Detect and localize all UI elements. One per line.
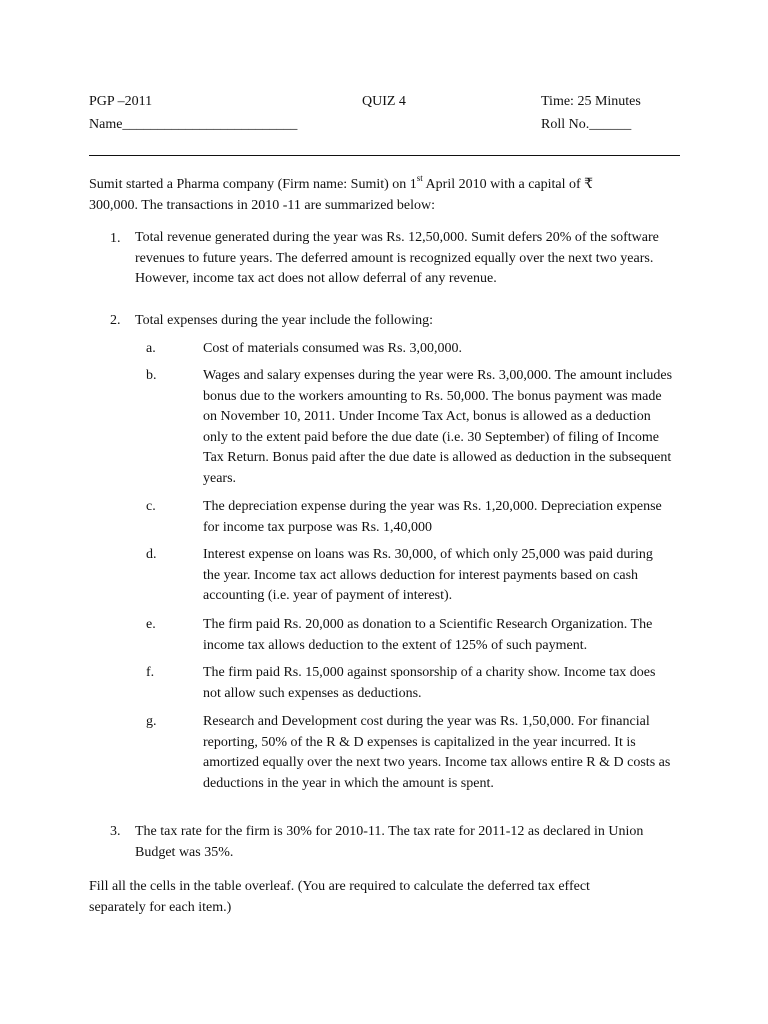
subitem-letter: f. [146, 665, 155, 680]
item-number: 2. [110, 313, 121, 328]
subitem-text: Research and Development cost during the year was Rs. 1,50,000. For financial reporting, 50% of the R & D expenses is capitalized in the year incurred. It is amortized equally over the next two years. Income tax allows entire R & D costs as deductions in the year in which the amount is spent. [203, 714, 671, 791]
intro-paragraph [89, 174, 649, 216]
subitem-letter: e. [146, 617, 156, 632]
subitem-text: Cost of materials consumed was Rs. 3,00,000. [203, 341, 462, 356]
item-text: The tax rate for the firm is 30% for 2010-11. The tax rate for 2011-12 as declared in Union Budget was 35%. [135, 824, 644, 860]
intro-line-2: 300,000. The transactions in 2010 -11 are summarized below: [89, 198, 436, 213]
quiz-title: QUIZ 4 [362, 94, 406, 109]
subitem-text: The depreciation expense during the year was Rs. 1,20,000. Depreciation expense for income tax purpose was Rs. 1,40,000 [203, 499, 662, 535]
subitem-text: Wages and salary expenses during the year were Rs. 3,00,000. The amount includes bonus due to the workers amounting to Rs. 50,000. The bonus payment was made on November 10, 2011. Under Income Tax Act, bonus is allowed as a deduction only to the extent paid before the due date (i.e. 30 September) of filing of Income Tax Return. Bonus paid after the due date is allowed as deduction in the subsequent years. [203, 368, 673, 486]
subitem-text: The firm paid Rs. 15,000 against sponsorship of a charity show. Income tax does not allow such expenses as deductions. [203, 665, 656, 701]
subitem-letter: a. [146, 341, 156, 356]
roll-number-field: Roll No.______ [541, 117, 632, 132]
item-text: Total revenue generated during the year was Rs. 12,50,000. Sumit defers 20% of the software revenues to future years. The deferred amount is recognized equally over the next two years. However, income tax act does not allow deferral of any revenue. [135, 230, 659, 286]
subitem-letter: b. [146, 368, 157, 383]
subitem-text: Interest expense on loans was Rs. 30,000, of which only 25,000 was paid during the year. Income tax act allows deduction for interest payments based on cash accounting (i.e. year of payment of interest). [203, 547, 653, 603]
subitem-letter: g. [146, 714, 157, 729]
closing-instruction: Fill all the cells in the table overleaf. (You are required to calculate the deferred tax effect separately for each item.) [89, 879, 590, 915]
header-divider [89, 155, 680, 156]
intro-line-1: Sumit started a Pharma company (Firm name: Sumit) on 1st April 2010 with a capital of ₹ [89, 173, 594, 192]
subitem-letter: c. [146, 499, 156, 514]
program-label: PGP –2011 [89, 94, 153, 109]
subitem-text: The firm paid Rs. 20,000 as donation to a Scientific Research Organization. The income tax allows deduction to the extent of 125% of such payment. [203, 617, 653, 653]
item-number: 1. [110, 231, 121, 246]
time-limit: Time: 25 Minutes [541, 94, 641, 109]
item-number: 3. [110, 824, 121, 839]
item-text: Total expenses during the year include the following: [135, 313, 433, 328]
name-field: Name_________________________ [89, 117, 298, 132]
subitem-letter: d. [146, 547, 157, 562]
